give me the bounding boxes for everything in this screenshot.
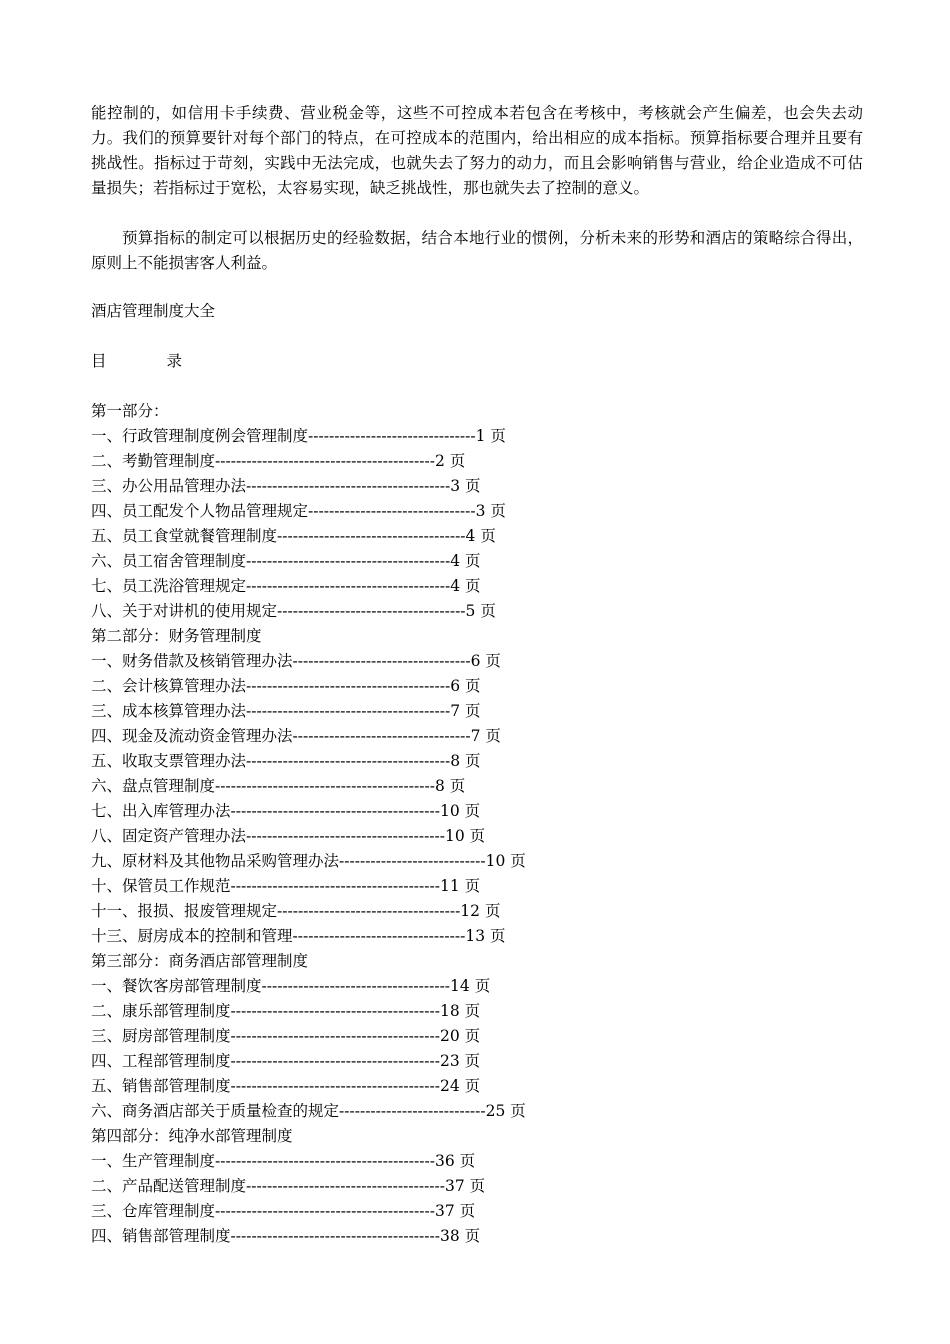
toc-section-1: 第一部分： [91, 402, 169, 420]
toc-heading [91, 349, 182, 374]
toc-entry: 四、销售部管理制度----------------------------------------38 页 [91, 1227, 481, 1245]
toc-entry: 二、产品配送管理制度--------------------------------------37 页 [91, 1177, 486, 1195]
body-paragraph-2: 预算指标的制定可以根据历史的经验数据，结合本地行业的惯例，分析未来的形势和酒店的策略综合得出，原则上不能损害客人利益。 [91, 229, 863, 272]
toc-entry: 十、保管员工作规范----------------------------------------11 页 [91, 877, 481, 895]
toc-entry: 六、员工宿舍管理制度---------------------------------------4 页 [91, 552, 481, 570]
toc-entry: 四、工程部管理制度----------------------------------------23 页 [91, 1052, 481, 1070]
toc-entry: 十三、厨房成本的控制和管理---------------------------------13 页 [91, 927, 506, 945]
toc-section-2: 第二部分：财务管理制度 [91, 627, 262, 645]
toc-entry: 三、仓库管理制度------------------------------------------37 页 [91, 1202, 476, 1220]
toc-entry: 八、关于对讲机的使用规定------------------------------------5 页 [91, 602, 496, 620]
toc-entry: 一、财务借款及核销管理办法----------------------------------6 页 [91, 652, 501, 670]
toc-entry: 九、原材料及其他物品采购管理办法----------------------------10 页 [91, 852, 526, 870]
toc-entry: 三、成本核算管理办法---------------------------------------7 页 [91, 702, 481, 720]
toc-entry: 七、员工洗浴管理规定---------------------------------------4 页 [91, 577, 481, 595]
toc-entry: 一、餐饮客房部管理制度------------------------------------14 页 [91, 977, 491, 995]
toc-entry: 六、商务酒店部关于质量检查的规定----------------------------25 页 [91, 1102, 526, 1120]
document-title: 酒店管理制度大全 [91, 302, 216, 320]
toc-entry: 三、办公用品管理办法---------------------------------------3 页 [91, 477, 481, 495]
toc-entry: 一、生产管理制度------------------------------------------36 页 [91, 1152, 476, 1170]
toc-entry: 二、考勤管理制度------------------------------------------2 页 [91, 452, 466, 470]
toc-entry: 四、现金及流动资金管理办法----------------------------------7 页 [91, 727, 501, 745]
toc-section-3: 第三部分：商务酒店部管理制度 [91, 952, 309, 970]
toc-entry: 八、固定资产管理办法--------------------------------------10 页 [91, 827, 486, 845]
toc-entry: 三、厨房部管理制度----------------------------------------20 页 [91, 1027, 481, 1045]
toc-entry: 五、收取支票管理办法---------------------------------------8 页 [91, 752, 481, 770]
toc-section-4: 第四部分：纯净水部管理制度 [91, 1127, 293, 1145]
toc-entry: 十一、报损、报废管理规定-----------------------------------12 页 [91, 902, 501, 920]
toc-entry: 四、员工配发个人物品管理规定--------------------------------3 页 [91, 502, 506, 520]
toc-heading-left: 目 [91, 352, 107, 370]
toc-entry: 五、员工食堂就餐管理制度------------------------------------4 页 [91, 527, 496, 545]
toc-entry: 二、康乐部管理制度----------------------------------------18 页 [91, 1002, 481, 1020]
toc-entry: 五、销售部管理制度----------------------------------------24 页 [91, 1077, 481, 1095]
toc-heading-right: 录 [166, 352, 183, 370]
body-paragraph-1: 能控制的，如信用卡手续费、营业税金等，这些不可控成本若包含在考核中，考核就会产生偏差，也会失去动力。我们的预算要针对每个部门的特点，在可控成本的范围内，给出相应的成本指标。预算指标要合理并且要有挑战性。指标过于苛刻，实践中无法完成，也就失去了努力的动力，而且会影响销售与营业，给企业造成不可估量损失；若指标过于宽松，太容易实现，缺乏挑战性，那也就失去了控制的意义。 [91, 104, 863, 197]
toc-entry: 七、出入库管理办法----------------------------------------10 页 [91, 802, 481, 820]
toc-entry: 一、行政管理制度例会管理制度--------------------------------1 页 [91, 427, 506, 445]
toc-entry: 二、会计核算管理办法---------------------------------------6 页 [91, 677, 481, 695]
toc-entry: 六、盘点管理制度------------------------------------------8 页 [91, 777, 466, 795]
